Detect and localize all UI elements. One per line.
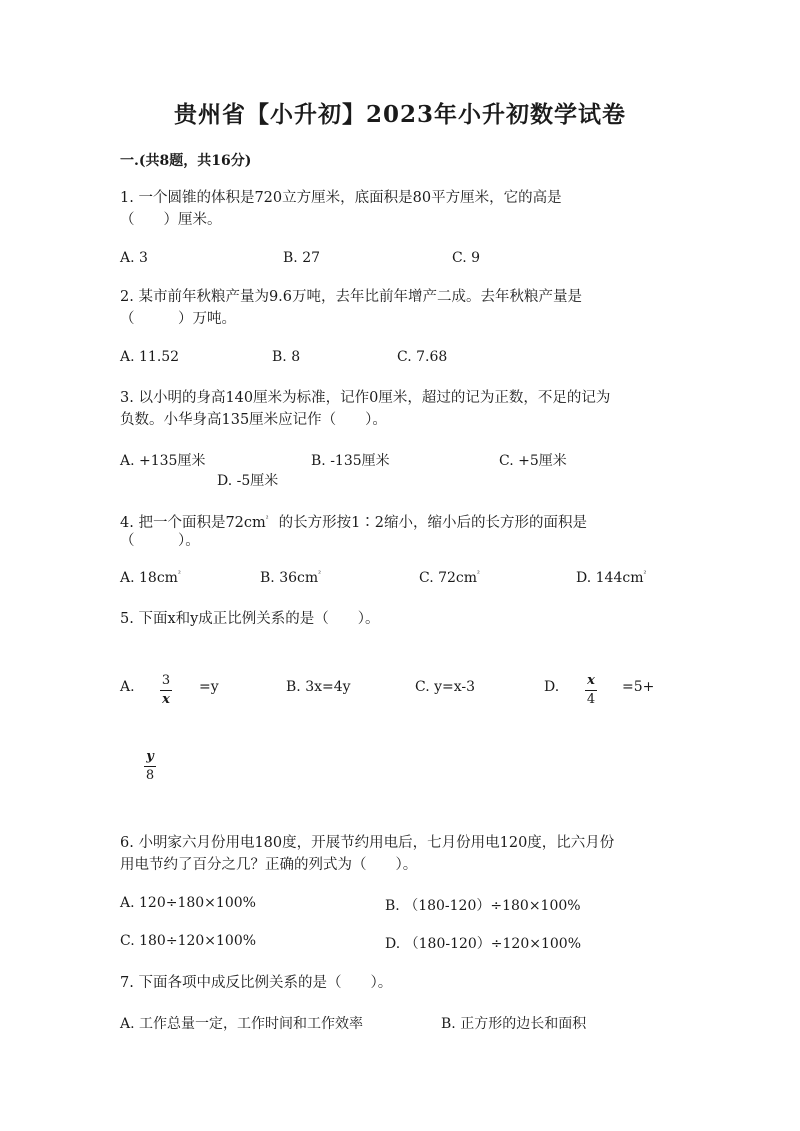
question-2-option-b: B. 8 xyxy=(272,349,301,365)
question-4-option-c: C. $72cm^{^2}$ xyxy=(419,570,480,586)
question-5-option-b: B. 3x=4y xyxy=(286,679,351,695)
question-6-option-b: B. （180-120）÷180×100% xyxy=(385,898,581,914)
fraction-bar xyxy=(585,690,597,691)
question-6-line-2: 用电节约了百分之几？正确的列式为（ ）。 xyxy=(120,857,418,873)
question-6-option-d: D. （180-120）÷120×100% xyxy=(385,936,582,952)
fraction-bar xyxy=(160,690,172,691)
question-3-option-d: D. -5厘米 xyxy=(217,473,279,489)
question-5-option-c: C. y=x-3 xyxy=(415,679,476,695)
question-3-option-b: B. -135厘米 xyxy=(311,453,390,469)
question-7-option-a: A. 工作总量一定，工作时间和工作效率 xyxy=(120,1016,364,1032)
question-5-option-a-label: A. xyxy=(120,679,135,695)
question-5-option-d-equation: =5+ xyxy=(622,679,655,695)
question-5-option-d-fraction-2: y 8 xyxy=(145,749,155,783)
fraction-bar xyxy=(144,766,156,767)
question-2-option-c: C. 7.68 xyxy=(397,349,448,365)
question-4-line-1: 4. 把一个面积是$72cm^{^2}$ 的长方形按1∶2缩小，缩小后的长方形的面积是 xyxy=(120,515,588,531)
question-3-line-1: 3. 以小明的身高140厘米为标准，记作0厘米，超过的记为正数，不足的记为 xyxy=(120,390,611,406)
question-7-option-b: B. 正方形的边长和面积 xyxy=(441,1016,587,1032)
question-1-option-b: B. 27 xyxy=(283,250,321,266)
question-2-line-1: 2. 某市前年秋粮产量为9.6万吨，去年比前年增产二成。去年秋粮产量是 xyxy=(120,289,583,305)
question-3-option-c: C. +5厘米 xyxy=(499,453,567,469)
question-4-line-2: （ ）。 xyxy=(120,533,200,549)
question-4-option-d: D. $144cm^{^2}$ xyxy=(576,570,647,586)
question-1-option-c: C. 9 xyxy=(452,250,481,266)
question-4-option-a: A. $18cm^{^2}$ xyxy=(120,570,181,586)
question-5-option-a-equation: =y xyxy=(199,679,219,695)
page-title: 贵州省【小升初】2023年小升初数学试卷 xyxy=(173,101,626,128)
question-1-line-1: 1. 一个圆锥的体积是720立方厘米，底面积是80平方厘米，它的高是 xyxy=(120,190,562,206)
question-6-option-c: C. 180÷120×100% xyxy=(120,933,257,949)
question-2-line-2: （ ）万吨。 xyxy=(120,311,236,327)
section-heading: 一.(共8题，共16分) xyxy=(120,153,252,169)
question-1-option-a: A. 3 xyxy=(120,250,148,266)
question-4-option-b: B. $36cm^{^2}$ xyxy=(260,570,321,586)
question-6-option-a: A. 120÷180×100% xyxy=(120,895,256,911)
question-5-line-1: 5. 下面x和y成正比例关系的是（ ）。 xyxy=(120,611,380,627)
question-5-option-d-label: D. xyxy=(544,679,560,695)
question-1-line-2: （ ）厘米。 xyxy=(120,212,222,228)
question-3-option-a: A. +135厘米 xyxy=(120,453,206,469)
question-3-line-2: 负数。小华身高135厘米应记作（ ）。 xyxy=(120,412,387,428)
question-5-option-a-fraction: 3 x xyxy=(161,673,171,707)
question-6-line-1: 6. 小明家六月份用电180度，开展节约用电后，七月份用电120度，比六月份 xyxy=(120,835,615,851)
question-2-option-a: A. 11.52 xyxy=(120,349,180,365)
question-7-line-1: 7. 下面各项中成反比例关系的是（ ）。 xyxy=(120,975,393,991)
question-5-option-d-fraction-1: x 4 xyxy=(586,673,596,707)
